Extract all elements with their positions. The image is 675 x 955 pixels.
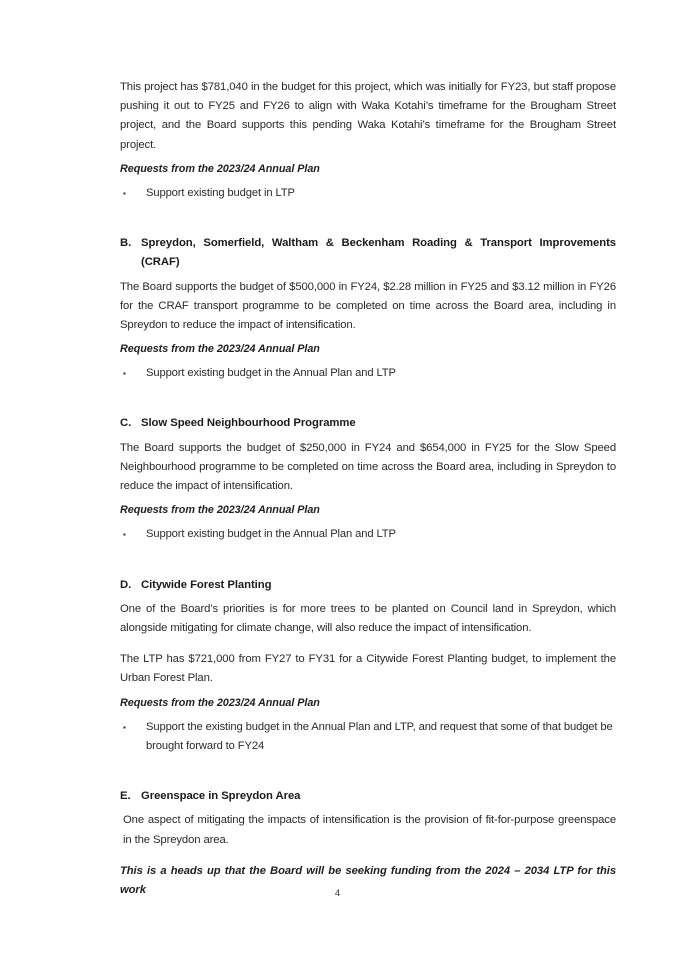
spacer xyxy=(120,850,616,862)
square-bullet-icon: ▪ xyxy=(123,188,126,198)
list-item xyxy=(120,718,616,756)
intro-bullet-list xyxy=(120,184,616,203)
section-title: Citywide Forest Planting xyxy=(141,578,272,591)
section-heading-c xyxy=(120,414,616,433)
section-d-requests-heading: Requests from the 2023/24 Annual Plan xyxy=(120,696,320,709)
section-title: Slow Speed Neighbourhood Programme xyxy=(141,417,356,430)
section-c-paragraph-1: The Board supports the budget of $250,000 in FY24 and $654,000 in FY25 for the Slow Speed Neighbourhood programme to be completed on time across the Board area, including in Spreydon to reduce the impact of intensification. xyxy=(120,441,616,493)
list-item-text: Support existing budget in the Annual Plan and LTP xyxy=(146,367,396,380)
section-e-paragraph-1: One aspect of mitigating the impacts of intensification is the provision of fit-for-purpose greenspace in the Spreydon area. xyxy=(123,814,616,846)
intro-paragraph: This project has $781,040 in the budget for this project, which was initially for FY23, but staff propose pushing it out to FY25 and FY26 to align with Waka Kotahi’s timeframe for the Brougham Street project, and the Board supports this pending Waka Kotahi’s timeframe for the Brougham Street project. xyxy=(120,81,616,151)
section-heading-b xyxy=(120,234,616,273)
square-bullet-icon: ▪ xyxy=(123,722,126,732)
section-letter: E. xyxy=(120,790,131,803)
spacer xyxy=(120,383,616,414)
list-item xyxy=(120,184,616,203)
section-letter: C. xyxy=(120,417,132,430)
page-number: 4 xyxy=(334,888,341,899)
list-item-text: Support the existing budget in the Annual Plan and LTP, and request that some of that budget be brought forward to FY24 xyxy=(146,720,613,752)
section-d-paragraph-2: The LTP has $721,000 from FY27 to FY31 for a Citywide Forest Planting budget, to implement the Urban Forest Plan. xyxy=(120,653,616,685)
page-content xyxy=(120,78,616,900)
square-bullet-icon: ▪ xyxy=(123,530,126,540)
spacer xyxy=(120,545,616,576)
square-bullet-icon: ▪ xyxy=(123,369,126,379)
section-title: Greenspace in Spreydon Area xyxy=(141,790,301,803)
list-item xyxy=(120,525,616,544)
intro-requests-heading: Requests from the 2023/24 Annual Plan xyxy=(120,162,320,175)
section-c-bullet-list xyxy=(120,525,616,544)
spacer xyxy=(120,756,616,787)
section-heading-d xyxy=(120,576,616,595)
section-b-requests-heading: Requests from the 2023/24 Annual Plan xyxy=(120,343,320,356)
section-letter: B. xyxy=(120,237,132,250)
section-d-bullet-list xyxy=(120,718,616,756)
list-item-text: Support existing budget in LTP xyxy=(146,186,295,199)
section-title: Spreydon, Somerfield, Waltham & Beckenham Roading & Transport Improvements (CRAF) xyxy=(141,237,616,269)
section-letter: D. xyxy=(120,578,132,591)
section-heading-e xyxy=(120,787,616,806)
section-c-requests-heading: Requests from the 2023/24 Annual Plan xyxy=(120,504,320,517)
list-item-text: Support existing budget in the Annual Plan and LTP xyxy=(146,528,396,541)
list-item xyxy=(120,364,616,383)
section-b-paragraph-1: The Board supports the budget of $500,000 in FY24, $2.28 million in FY25 and $3.12 million in FY26 for the CRAF transport programme to be completed on time across the Board area, including in Spreydon to reduce the impact of intensification. xyxy=(120,280,616,332)
spacer xyxy=(120,638,616,650)
section-b-bullet-list xyxy=(120,364,616,383)
section-e-closing-note: This is a heads up that the Board will be seeking funding from the 2024 – 2034 LTP for this work xyxy=(120,864,616,896)
section-d-paragraph-1: One of the Board’s priorities is for more trees to be planted on Council land in Spreydon, which alongside mitigating for climate change, will also reduce the impact of intensification. xyxy=(120,602,616,635)
spacer xyxy=(120,203,616,234)
